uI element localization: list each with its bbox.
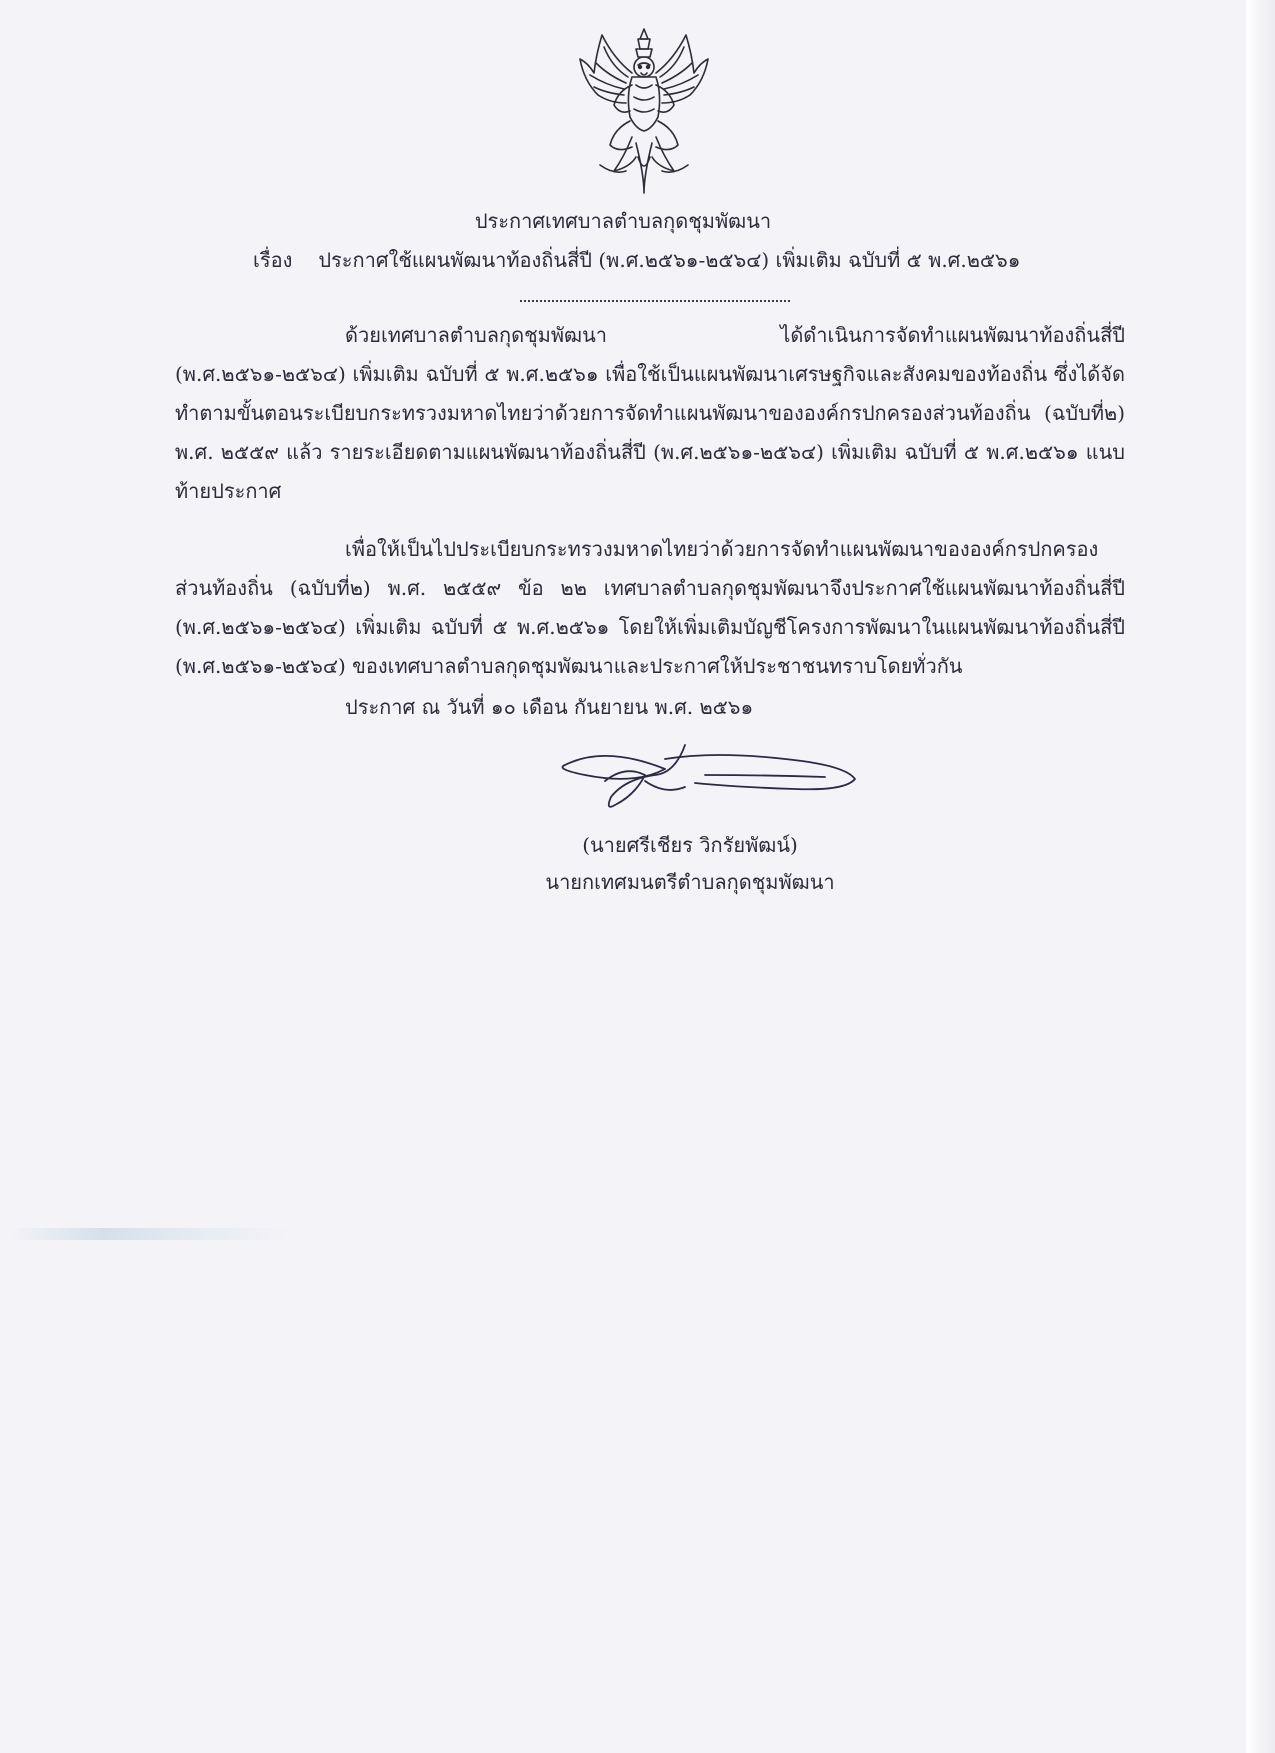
signer-position: นายกเทศมนตรีตำบลกุดชุมพัฒนา	[545, 870, 835, 894]
dotted-divider	[520, 280, 790, 302]
signer-name: (นายศรีเชียร วิกรัยพัฒน์)	[582, 833, 798, 857]
subject-label: เรื่อง	[253, 248, 293, 272]
subject-line	[253, 245, 1020, 275]
announcement-date: ประกาศ ณ วันที่ ๑๐ เดือน กันยายน พ.ศ. ๒๕๖๑	[345, 695, 754, 719]
scan-edge	[1246, 0, 1275, 1753]
body-paragraph-2: เพื่อให้เป็นไปประเบียบกระทรวงมหาดไทยว่าด้วยการจัดทำแผนพัฒนาขององค์กรปกครองส่วนท้องถิ่น (ฉบับที่๒) พ.ศ. ๒๕๕๙ ข้อ ๒๒ เทศบาลตำบลกุดชุมพัฒนาจึงประกาศใช้แผนพัฒนาท้องถิ่นสี่ปี (พ.ศ.๒๕๖๑-๒๕๖๔) เพิ่มเติม ฉบับที่ ๕ พ.ศ.๒๕๖๑ โดยให้เพิ่มเติมบัญชีโครงการพัฒนาในแผนพัฒนาท้องถิ่นสี่ปี (พ.ศ.๒๕๖๑-๒๕๖๔) ของเทศบาลตำบลกุดชุมพัฒนาและประกาศให้ประชาชนทราบโดยทั่วกัน	[175, 537, 1125, 678]
garuda-emblem-icon	[574, 25, 714, 197]
scan-smudge	[10, 1228, 290, 1240]
announcement-title: ประกาศเทศบาลตำบลกุดชุมพัฒนา	[474, 209, 772, 233]
handwritten-signature	[545, 735, 905, 815]
subject-text: ประกาศใช้แผนพัฒนาท้องถิ่นสี่ปี (พ.ศ.๒๕๖๑-๒๕๖๔) เพิ่มเติม ฉบับที่ ๕ พ.ศ.๒๕๖๑	[318, 248, 1021, 272]
body-paragraph-1: ด้วยเทศบาลตำบลกุดชุมพัฒนา ได้ดำเนินการจัดทำแผนพัฒนาท้องถิ่นสี่ปี (พ.ศ.๒๕๖๑-๒๕๖๔) เพิ่มเติม ฉบับที่ ๕ พ.ศ.๒๕๖๑ เพื่อใช้เป็นแผนพัฒนาเศรษฐกิจและสังคมของท้องถิ่น ซึ่งได้จัดทำตามขั้นตอนระเบียบกระทรวงมหาดไทยว่าด้วยการจัดทำแผนพัฒนาขององค์กรปกครองส่วนท้องถิ่น (ฉบับที่๒) พ.ศ. ๒๕๕๙ แล้ว รายระเอียดตามแผนพัฒนาท้องถิ่นสี่ปี (พ.ศ.๒๕๖๑-๒๕๖๔) เพิ่มเติม ฉบับที่ ๕ พ.ศ.๒๕๖๑ แนบท้ายประกาศ	[175, 323, 1125, 503]
